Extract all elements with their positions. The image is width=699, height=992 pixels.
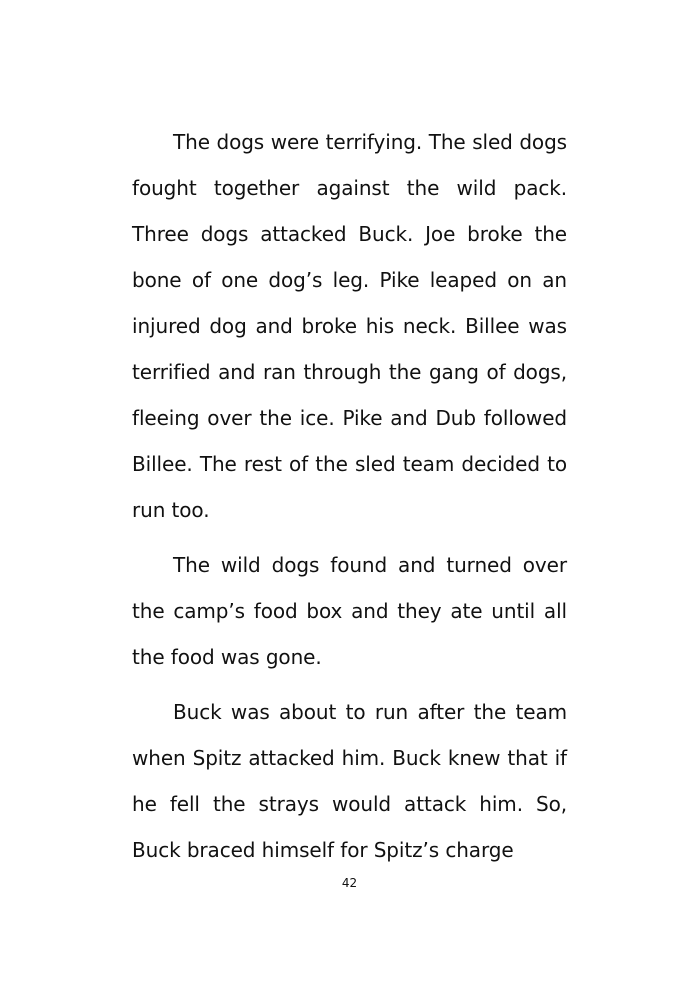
paragraph: The dogs were terrifying. The sled dogs fought together against the wild pack. Three dogs attacked Buck. Joe broke the bone of one dog’s leg. Pike leaped on an injured dog and broke his neck. Billee was terrified and ran through the gang of dogs, fleeing over the ice. Pike and Dub followed Billee. The rest of the sled team decided to run too. — [132, 130, 567, 522]
paragraph: Buck was about to run after the team when Spitz attacked him. Buck knew that if he fell the strays would attack him. So, Buck braced himself for Spitz’s charge — [132, 700, 567, 862]
page-number: 42 — [341, 876, 358, 890]
paragraph: The wild dogs found and turned over the camp’s food box and they ate until all the food was gone. — [132, 553, 567, 669]
body-text — [132, 119, 567, 882]
